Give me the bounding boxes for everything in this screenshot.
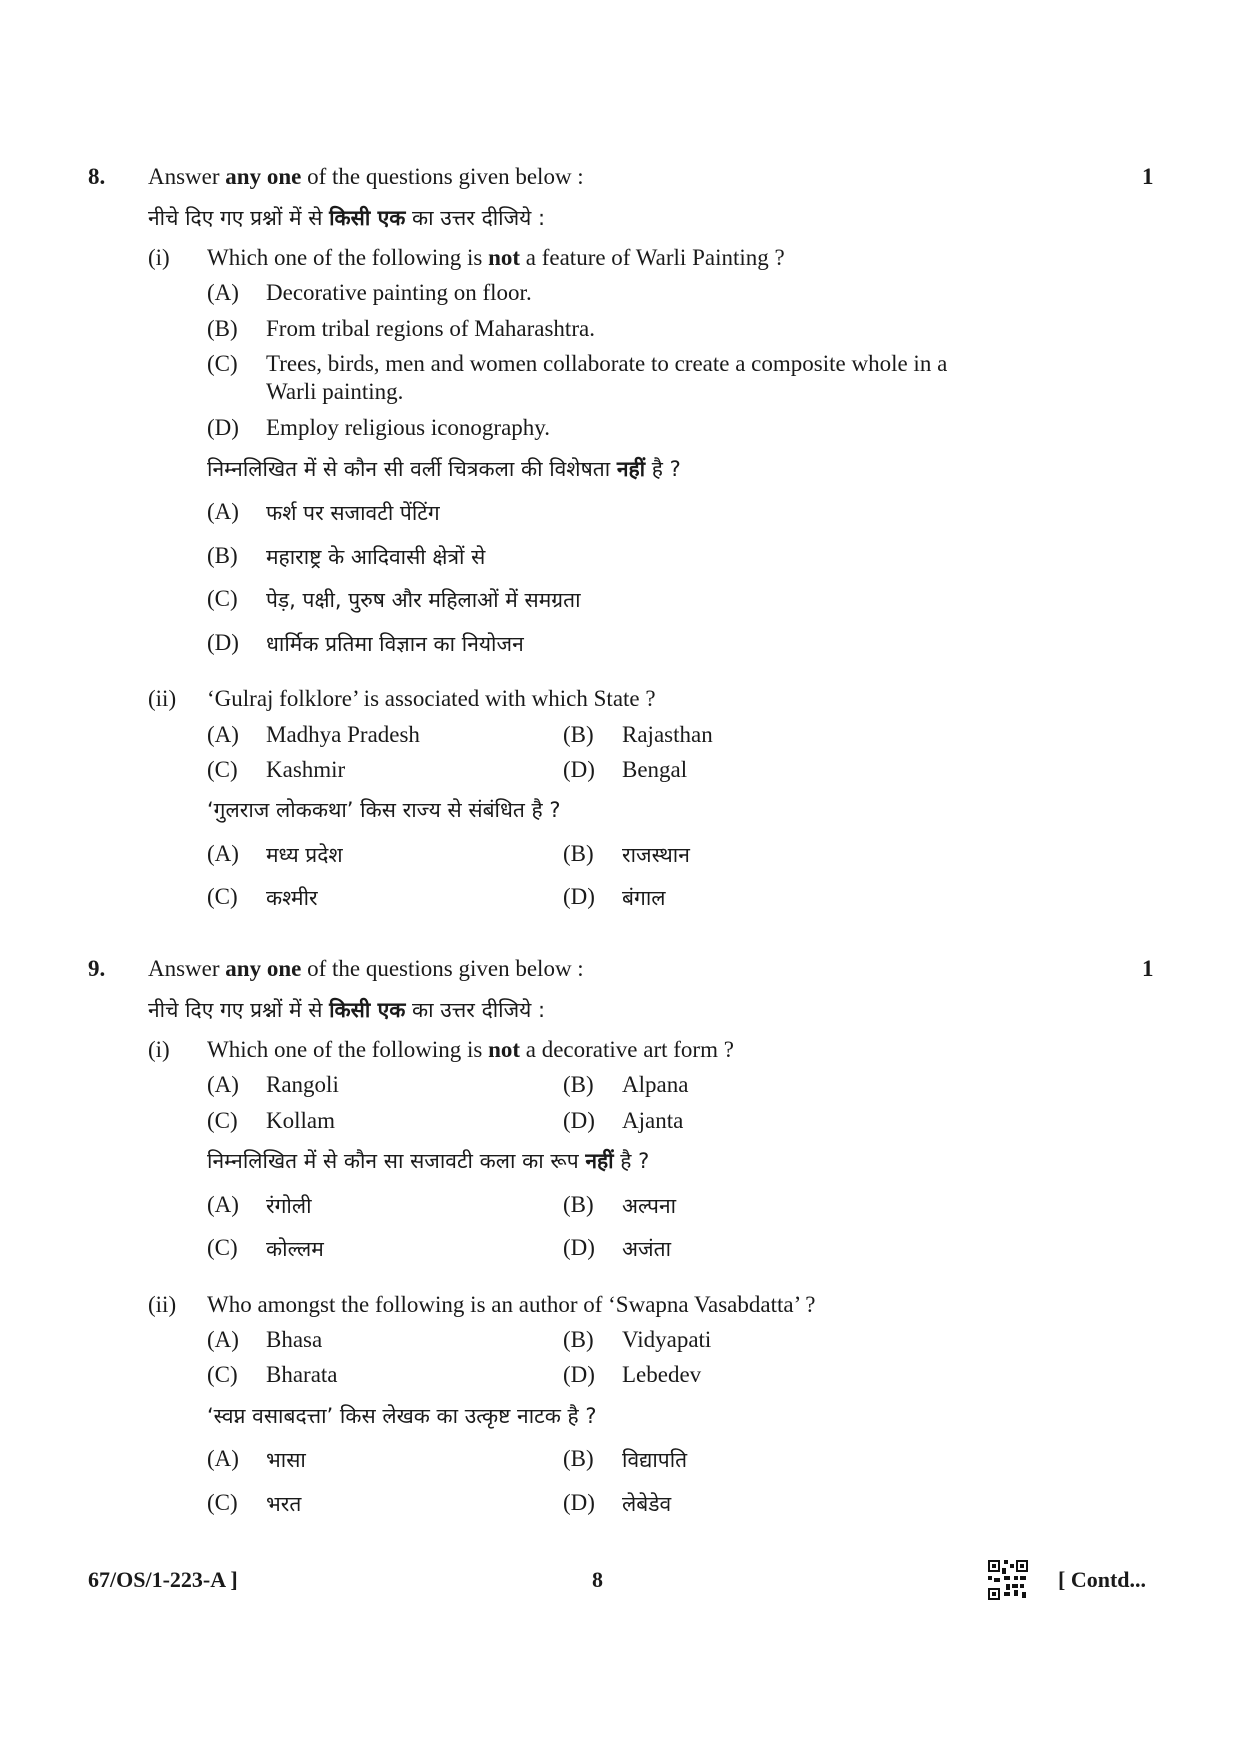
q9-ii-opt-en-d-label: (D) xyxy=(563,1362,595,1387)
q8-instruction-en: Answer any one of the questions given below : xyxy=(148,164,584,189)
q8-i-question-hi: निम्नलिखित में से कौन सी वर्ली चित्रकला की विशेषता नहीं है ? xyxy=(207,457,681,481)
q8-ii-opt-en-b-label: (B) xyxy=(563,722,594,747)
q9-ii-opt-hi-d: लेबेडेव xyxy=(622,1492,672,1516)
q8-i-opt-hi-c: पेड़, पक्षी, पुरुष और महिलाओं में समग्रता xyxy=(266,588,581,612)
q9-i-label: (i) xyxy=(148,1037,170,1062)
q9-ii-question-en: Who amongst the following is an author of ‘Swapna Vasabdatta’ ? xyxy=(207,1292,816,1317)
q8-i-opt-en-c-label: (C) xyxy=(207,351,238,376)
q9-i-opt-hi-a-label: (A) xyxy=(207,1192,239,1217)
q9-i-opt-hi-a: रंगोली xyxy=(266,1194,312,1218)
q8-ii-opt-en-a: Madhya Pradesh xyxy=(266,722,420,747)
q9-marks: 1 xyxy=(1142,956,1154,981)
q9-i-opt-en-a: Rangoli xyxy=(266,1072,339,1097)
q8-i-opt-en-b: From tribal regions of Maharashtra. xyxy=(266,316,595,341)
q9-i-opt-hi-c: कोल्लम xyxy=(266,1237,324,1261)
q9-i-opt-hi-b: अल्पना xyxy=(622,1194,677,1218)
q8-ii-opt-en-a-label: (A) xyxy=(207,722,239,747)
q9-ii-opt-en-d: Lebedev xyxy=(622,1362,702,1387)
q8-ii-opt-hi-a-label: (A) xyxy=(207,841,239,866)
q9-ii-opt-hi-c: भरत xyxy=(266,1492,302,1516)
q9-ii-opt-hi-b: विद्यापति xyxy=(622,1448,688,1472)
q8-i-opt-hi-c-label: (C) xyxy=(207,586,238,611)
q9-i-opt-hi-d-label: (D) xyxy=(563,1235,595,1260)
q9-i-opt-hi-b-label: (B) xyxy=(563,1192,594,1217)
q8-number: 8. xyxy=(88,164,106,189)
q9-i-opt-en-a-label: (A) xyxy=(207,1072,239,1097)
q9-ii-opt-en-c-label: (C) xyxy=(207,1362,238,1387)
q9-ii-opt-hi-c-label: (C) xyxy=(207,1490,238,1515)
q9-ii-opt-en-a-label: (A) xyxy=(207,1327,239,1352)
q8-ii-opt-hi-c-label: (C) xyxy=(207,884,238,909)
q9-i-opt-en-c: Kollam xyxy=(266,1108,335,1133)
q9-ii-label: (ii) xyxy=(148,1292,177,1317)
q8-ii-opt-hi-d: बंगाल xyxy=(622,886,666,910)
q8-i-opt-en-d: Employ religious iconography. xyxy=(266,415,551,440)
q8-i-opt-hi-d-label: (D) xyxy=(207,630,239,655)
q8-ii-opt-en-d-label: (D) xyxy=(563,757,595,782)
q8-ii-opt-hi-b: राजस्थान xyxy=(622,843,690,867)
q9-instruction-en: Answer any one of the questions given below : xyxy=(148,956,584,981)
q9-ii-opt-hi-a-label: (A) xyxy=(207,1446,239,1471)
q9-ii-question-hi: ‘स्वप्न वसाबदत्ता’ किस लेखक का उत्कृष्ट नाटक है ? xyxy=(207,1404,597,1428)
q8-ii-opt-hi-b-label: (B) xyxy=(563,841,594,866)
q8-i-question-en: Which one of the following is not a feature of Warli Painting ? xyxy=(207,245,785,270)
q8-ii-opt-hi-d-label: (D) xyxy=(563,884,595,909)
q9-ii-opt-en-b: Vidyapati xyxy=(622,1327,712,1352)
q8-i-opt-hi-b: महाराष्ट्र के आदिवासी क्षेत्रों से xyxy=(266,545,486,569)
q9-i-opt-en-d: Ajanta xyxy=(622,1108,684,1133)
q9-i-opt-hi-c-label: (C) xyxy=(207,1235,238,1260)
q9-i-question-en: Which one of the following is not a decorative art form ? xyxy=(207,1037,734,1062)
paper-code: 67/OS/1-223-A ] xyxy=(88,1567,238,1592)
continued-note: [ Contd... xyxy=(1058,1567,1147,1592)
q9-ii-opt-en-c: Bharata xyxy=(266,1362,338,1387)
q8-i-opt-hi-b-label: (B) xyxy=(207,543,238,568)
q9-i-opt-en-b: Alpana xyxy=(622,1072,689,1097)
q9-ii-opt-en-a: Bhasa xyxy=(266,1327,323,1352)
q9-instruction-hi: नीचे दिए गए प्रश्नों में से किसी एक का उत्तर दीजिये : xyxy=(148,998,546,1022)
q9-ii-opt-hi-b-label: (B) xyxy=(563,1446,594,1471)
q9-number: 9. xyxy=(88,956,106,981)
q9-i-opt-en-b-label: (B) xyxy=(563,1072,594,1097)
q8-i-opt-hi-a: फर्श पर सजावटी पेंटिंग xyxy=(266,501,440,525)
q8-ii-question-en: ‘Gulraj folklore’ is associated with which State ? xyxy=(207,686,656,711)
q8-ii-question-hi: ‘गुलराज लोककथा’ किस राज्य से संबंधित है ? xyxy=(207,798,561,822)
q8-i-opt-en-a-label: (A) xyxy=(207,280,239,305)
q8-ii-opt-en-c: Kashmir xyxy=(266,757,346,782)
q8-i-opt-hi-a-label: (A) xyxy=(207,499,239,524)
q9-i-question-hi: निम्नलिखित में से कौन सा सजावटी कला का रूप नहीं है ? xyxy=(207,1149,650,1173)
qr-code-icon xyxy=(988,1560,1028,1600)
q8-ii-opt-en-d: Bengal xyxy=(622,757,688,782)
q8-ii-label: (ii) xyxy=(148,686,177,711)
q8-i-opt-hi-d: धार्मिक प्रतिमा विज्ञान का नियोजन xyxy=(266,632,524,656)
q9-ii-opt-hi-a: भासा xyxy=(266,1448,306,1472)
q8-ii-opt-en-c-label: (C) xyxy=(207,757,238,782)
q8-i-label: (i) xyxy=(148,245,170,270)
q9-i-opt-en-d-label: (D) xyxy=(563,1108,595,1133)
q9-i-opt-hi-d: अजंता xyxy=(622,1237,672,1261)
q8-ii-opt-en-b: Rajasthan xyxy=(622,722,713,747)
q8-ii-opt-hi-c: कश्मीर xyxy=(266,886,318,910)
q8-i-opt-en-c: Trees, birds, men and women collaborate to create a composite whole in a xyxy=(266,351,948,376)
q8-i-opt-en-c-cont: Warli painting. xyxy=(266,379,404,404)
page-number: 8 xyxy=(592,1567,603,1592)
q9-ii-opt-hi-d-label: (D) xyxy=(563,1490,595,1515)
q8-i-opt-en-d-label: (D) xyxy=(207,415,239,440)
q8-marks: 1 xyxy=(1142,164,1154,189)
q8-i-opt-en-b-label: (B) xyxy=(207,316,238,341)
q9-i-opt-en-c-label: (C) xyxy=(207,1108,238,1133)
q8-ii-opt-hi-a: मध्य प्रदेश xyxy=(266,843,343,867)
q8-i-opt-en-a: Decorative painting on floor. xyxy=(266,280,532,305)
q9-ii-opt-en-b-label: (B) xyxy=(563,1327,594,1352)
q8-instruction-hi: नीचे दिए गए प्रश्नों में से किसी एक का उत्तर दीजिये : xyxy=(148,206,546,230)
